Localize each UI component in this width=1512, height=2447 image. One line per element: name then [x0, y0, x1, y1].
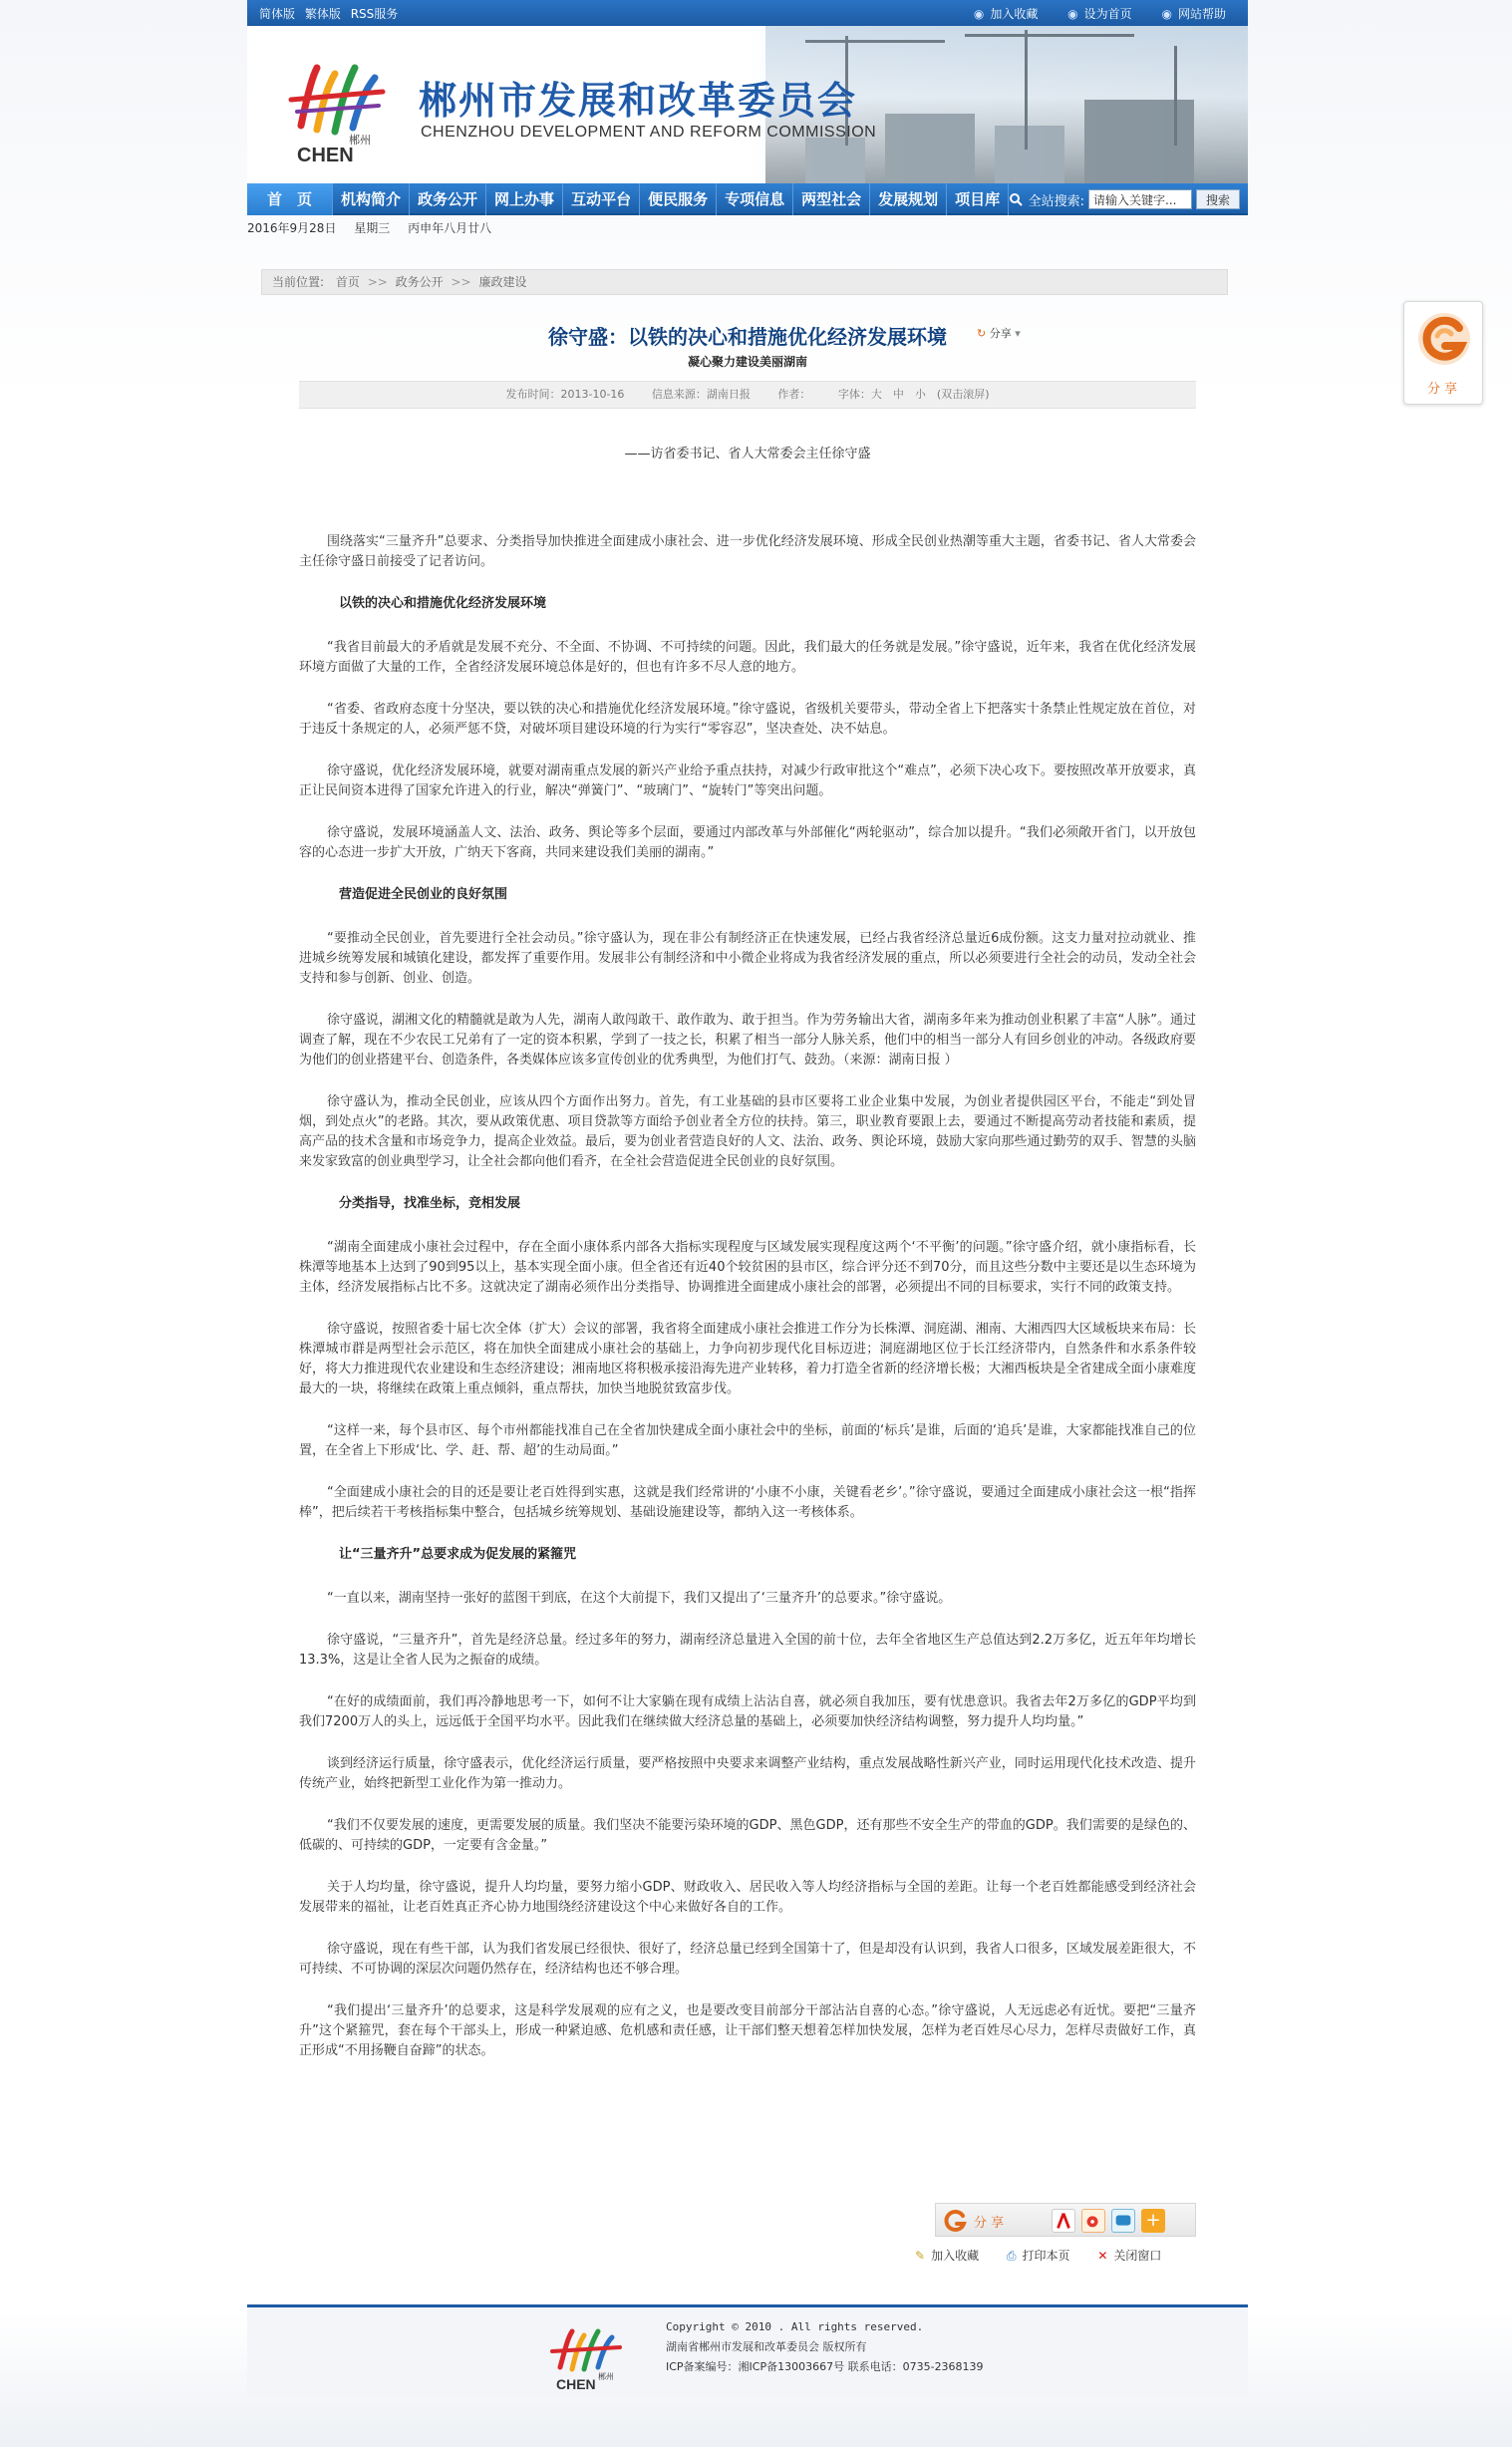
close-icon: ✕	[1097, 2249, 1108, 2263]
chen-logo	[283, 48, 393, 165]
article-paragraph: “我省目前最大的矛盾就是发展不充分、不全面、不协调、不可持续的问题。因此，我们最大的任务就是发展。”徐守盛说，近年来，我省在优化经济发展环境方面做了大量的工作，全省经济发展环境总体是好的，但也有许多不尽人意的地方。	[299, 640, 1196, 675]
print-icon: ⎙	[1006, 2249, 1017, 2263]
breadcrumb-integrity[interactable]: 廉政建设	[478, 275, 527, 289]
share-label: 分 享	[974, 2216, 1005, 2231]
article-paragraph: 徐守盛说，现在有些干部，认为我们省发展已经很快、很好了，经济总量已经到全国第十了，但是却没有认识到，我省人口很多，区域发展差距很大，不可持续、不可协调的深层次问题仍然存在，经济结构也还不够合理。	[299, 1942, 1196, 1977]
link-set-homepage-label: 设为首页	[1083, 7, 1132, 21]
nav-special-info[interactable]: 专项信息	[717, 183, 793, 215]
crane-shape	[965, 34, 1134, 37]
meta-author: 作者：	[777, 388, 811, 401]
meta-font-size[interactable]: 字体：大 中 小 (双击滚屏)	[837, 388, 990, 401]
footer-owner: 湖南省郴州市发展和改革委员会 版权所有	[666, 2340, 867, 2353]
article-meta	[299, 381, 1196, 409]
search-input[interactable]	[1088, 189, 1192, 209]
action-close[interactable]	[1097, 2249, 1161, 2263]
article-paragraph: 徐守盛认为，推动全民创业，应该从四个方面作出努力。首先，有工业基础的县市区要将工业企业集中发展，为创业者提供园区平台，不能走“到处冒烟，到处点火”的老路。其次，要从政策优惠、项目贷款等方面给予创业者全方位的扶持。第三，职业教育要跟上去，要通过不断提高劳动者技能和素质，提高产品的技术含量和市场竞争力，提高企业效益。最后，要为创业者营造良好的人文、法治、政务、舆论环境，鼓励大家向那些通过勤劳的双手、智慧的头脑来发家致富的创业典型学习，让全社会都向他们看齐，在全社会营造促进全民创业的良好氛围。	[299, 1094, 1196, 1169]
floating-share-widget[interactable]	[1403, 301, 1483, 405]
section-heading: 营造促进全民创业的良好氛围	[339, 887, 508, 902]
share-logo-icon	[1415, 310, 1473, 368]
link-traditional[interactable]: 繁体版	[304, 7, 341, 21]
home-icon: ◉	[1067, 7, 1078, 21]
article-paragraph: 徐守盛说，按照省委十届七次全体（扩大）会议的部署，我省将全面建成小康社会推进工作分为长株潭、洞庭湖、湘南、大湘西四大区域板块来布局：长株潭城市群是两型社会示范区，将在加快全面建成小康社会的基础上，力争向初步现代化目标迈进；洞庭湖地区位于长江经济带内，自然条件和水系条件较好，将大力推进现代农业建设和生态经济建设；湘南地区将积极承接沿海先进产业转移，着力打造全省新的经济增长极；大湘西板块是全省建成全面小康难度最大的一块，将继续在政策上重点倾斜，重点帮扶，加快当地脱贫致富步伐。	[299, 1322, 1196, 1396]
share-mini-label: 分享	[989, 327, 1012, 340]
breadcrumb	[261, 269, 1228, 295]
article-paragraph: 徐守盛说，“三量齐升”，首先是经济总量。经过多年的努力，湖南经济总量进入全国的前十位，去年全省地区生产总值达到2.2万多亿，近五年年均增长13.3%，这是让全省人民为之振奋的成绩。	[299, 1633, 1196, 1668]
top-links-left	[259, 5, 404, 22]
footer-copyright: Copyright © 2010 . All rights reserved.	[666, 2320, 924, 2333]
lunar-date: 丙申年八月廿八	[408, 221, 492, 235]
article-paragraph: 关于人均均量，徐守盛说，提升人均均量，要努力缩小GDP、财政收入、居民收入等人均经济指标与全国的差距。让每一个老百姓都能感受到经济社会发展带来的福祉，让老百姓真正齐心协力地围绕经济建设这个中心来做好各自的工作。	[299, 1880, 1196, 1915]
date-bar	[247, 217, 1248, 239]
article-paragraph: 谈到经济运行质量，徐守盛表示，优化经济运行质量，要严格按照中央要求来调整产业结构，重点发展战略性新兴产业，同时运用现代化技术改造、提升传统产业，始终把新型工业化作为第一推动力。	[299, 1756, 1196, 1791]
section-heading: 让“三量齐升”总要求成为促发展的紧箍咒	[339, 1547, 577, 1562]
footer-logo	[546, 2321, 636, 2391]
action-print[interactable]	[1007, 2249, 1070, 2263]
article-title: 徐守盛：以铁的决心和措施优化经济发展环境	[548, 325, 947, 349]
favorite-icon: ✎	[915, 2249, 926, 2263]
article-paragraph: “要推动全民创业，首先要进行全社会动员。”徐守盛认为，现在非公有制经济正在快速发展，已经占我省经济总量近6成份额。这支力量对拉动就业、推进城乡统筹发展和城镇化建设，都发挥了重要作用。发展非公有制经济和中小微企业将成为我省经济发展的重点，所以必须要进行全社会的动员，发动全社会支持和参与创新、创业、创造。	[299, 931, 1196, 986]
floating-share-label: 分享	[1426, 382, 1461, 397]
breadcrumb-label: 当前位置:	[272, 275, 325, 289]
share-mini[interactable]	[977, 325, 1021, 341]
current-weekday: 星期三	[354, 221, 391, 235]
nav-planning[interactable]: 发展规划	[870, 183, 947, 215]
top-links-right	[948, 5, 1226, 22]
article-paragraph: “我们不仅要发展的速度，更需要发展的质量。我们坚决不能要污染环境的GDP、黑色GDP，还有那些不安全生产的带血的GDP。我们需要的是绿色的、低碳的、可持续的GDP，一定要有含金量。”	[299, 1818, 1196, 1853]
article-paragraph: 徐守盛说，发展环境涵盖人文、法治、政务、舆论等多个层面，要通过内部改革与外部催化“两轮驱动”，综合加以提升。“我们必须敞开省门，以开放包容的心态进一步扩大开放，广纳天下客商，共同来建设我们美丽的湖南。”	[299, 825, 1196, 860]
article-paragraph: 徐守盛说，湖湘文化的精髓就是敢为人先，湖南人敢闯敢干、敢作敢为、敢于担当。作为劳务输出大省，湖南多年来为推动创业积累了丰富“人脉”。通过调查了解，现在不少农民工兄弟有了一定的资本积累，学到了一技之长，积累了相当一部分人脉关系，他们中的相当一部分人有回乡创业的冲动。各级政府要为他们的创业搭建平台、创造条件，各类媒体应该多宣传创业的优秀典型，为他们打气、鼓劲。（来源：湖南日报 ）	[299, 1013, 1196, 1068]
breadcrumb-home[interactable]: 首页	[335, 275, 360, 289]
nav-project-library[interactable]: 项目库	[947, 183, 1009, 215]
share-qzone-icon[interactable]	[1111, 2209, 1135, 2233]
crane-shape	[805, 40, 945, 43]
share-logo-icon[interactable]	[944, 2209, 968, 2233]
action-print-label: 打印本页	[1022, 2249, 1070, 2263]
action-add-favorite[interactable]	[915, 2249, 979, 2263]
meta-source: 信息来源：湖南日报	[651, 388, 751, 401]
nav-online-service[interactable]: 网上办事	[486, 183, 563, 215]
meta-published: 发布时间：2013-10-16	[505, 388, 625, 401]
nav-list	[247, 183, 1009, 215]
crane-shape	[1174, 46, 1177, 146]
link-help[interactable]	[1162, 7, 1227, 21]
link-add-favorite-label: 加入收藏	[990, 7, 1039, 21]
current-date: 2016年9月28日	[247, 221, 337, 235]
breadcrumb-sep: >>	[451, 275, 471, 289]
section-heading: 以铁的决心和措施优化经济发展环境	[339, 596, 547, 611]
article-paragraph: “我们提出‘三量齐升’的总要求，这是科学发展观的应有之义，也是要改变目前部分干部沾沾自喜的心态。”徐守盛说，人无远虑必有近忧。要把“三量齐升”这个紧箍咒，套在每个干部头上，形成一种紧迫感、危机感和责任感，让干部们整天想着怎样加快发展，怎样为老百姓尽心尽力，怎样尽责做好工作，真正形成“不用扬鞭自奋蹄”的状态。	[299, 2003, 1196, 2058]
nav-home[interactable]: 首 页	[247, 183, 333, 215]
header-banner	[247, 26, 1248, 183]
share-mini-icon: ↻	[977, 327, 987, 340]
top-bar	[247, 0, 1248, 26]
favorite-icon: ◉	[973, 7, 985, 21]
logo-text: CHEN	[297, 145, 354, 165]
search-icon	[1009, 192, 1023, 206]
article-subtitle: 凝心聚力建设美丽湖南	[687, 355, 807, 369]
footer-text	[666, 2317, 984, 2377]
site-search	[1009, 188, 1240, 210]
nav-gov-affairs[interactable]: 政务公开	[410, 183, 486, 215]
site-subtitle: CHENZHOU DEVELOPMENT AND REFORM COMMISSION	[421, 124, 877, 141]
action-add-favorite-label: 加入收藏	[931, 2249, 980, 2263]
article-paragraph: “这样一来，每个县市区、每个市州都能找准自己在全省加快建成全面小康社会中的坐标，前面的‘标兵’是谁，后面的‘追兵’是谁，大家都能找准自己的位置，在全省上下形成‘比、学、赶、帮、超’的生动局面。”	[299, 1423, 1196, 1458]
article-paragraph: “湖南全面建成小康社会过程中，存在全面小康体系内部各大指标实现程度与区域发展实现程度这两个‘不平衡’的问题。”徐守盛介绍，就小康指标看，长株潭等地基本上达到了90到95以上，基本实现全面小康。但全省还有近40个较贫困的县市区，综合评分还不到70分，而且这些分数中主要还是以生态环境为主体，经济发展指标占比不多。这就决定了湖南必须作出分类指导、协调推进全面建成小康社会的部署，必须提出不同的目标要求，实行不同的政策支持。	[299, 1240, 1196, 1295]
article-paragraph: “一直以来，湖南坚持一张好的蓝图干到底，在这个大前提下，我们又提出了‘三量齐升’的总要求。”徐守盛说。	[327, 1591, 952, 1606]
page-actions	[915, 2247, 1185, 2264]
building-shape	[1084, 100, 1194, 183]
share-weibo-icon[interactable]	[1081, 2209, 1105, 2233]
nav-interaction[interactable]: 互动平台	[563, 183, 640, 215]
nav-two-type-society[interactable]: 两型社会	[793, 183, 870, 215]
main-nav	[247, 183, 1248, 215]
footer	[247, 2304, 1248, 2396]
article-paragraph: “全面建成小康社会的目的还是要让老百姓得到实惠，这就是我们经常讲的‘小康不小康，关键看老乡’。”徐守盛说，要通过全面建成小康社会这一根“指挥棒”，把后续若干考核指标集中整合，包括城乡统筹规划、基础设施建设等，都纳入这一考核体系。	[299, 1485, 1196, 1520]
article-paragraph: “在好的成绩面前，我们再冷静地思考一下，如何不让大家躺在现有成绩上沾沾自喜，就必须自我加压，要有忧患意识。我省去年2万多亿的GDP平均到我们7200万人的头上，远远低于全国平均水平。因此我们在继续做大经济总量的基础上，必须要加快经济结构调整，努力提升人均均量。”	[299, 1694, 1196, 1729]
article-paragraph: “省委、省政府态度十分坚决，要以铁的决心和措施优化经济发展环境。”徐守盛说，省级机关要带头，带动全省上下把落实十条禁止性规定放在首位，对于违反十条规定的人，必须严惩不贷，对破坏项目建设环境的行为实行“零容忍”，坚决查处、决不姑息。	[299, 702, 1196, 737]
article-paragraph: 围绕落实“三量齐升”总要求、分类指导加快推进全面建成小康社会、进一步优化经济发展环境、形成全民创业热潮等重大主题，省委书记、省人大常委会主任徐守盛日前接受了记者访问。	[299, 534, 1196, 569]
link-set-homepage[interactable]	[1067, 7, 1132, 21]
section-heading: 分类指导，找准坐标，竞相发展	[339, 1196, 521, 1211]
footer-logo-text: CHEN	[556, 2376, 596, 2391]
chevron-down-icon: ▾	[1015, 327, 1021, 340]
share-renren-icon[interactable]	[1052, 2209, 1075, 2233]
building-shape	[995, 126, 1064, 183]
link-add-favorite[interactable]	[974, 7, 1039, 21]
article-body	[299, 445, 1196, 2083]
footer-icp: ICP备案编号：湘ICP备13003667号 联系电话：0735-2368139	[666, 2360, 984, 2373]
article-paragraph: 徐守盛说，优化经济发展环境，就要对湖南重点发展的新兴产业给予重点扶持，对减少行政审批这个“难点”，必须下决心攻下。要按照改革开放要求，真正让民间资本进得了国家允许进入的行业，解决“弹簧门”、“玻璃门”、“旋转门”等突出问题。	[299, 764, 1196, 798]
nav-public-service[interactable]: 便民服务	[640, 183, 717, 215]
crane-shape	[1025, 30, 1028, 150]
building-shape	[805, 138, 865, 183]
help-icon: ◉	[1161, 7, 1172, 21]
breadcrumb-gov-affairs[interactable]: 政务公开	[395, 275, 444, 289]
search-button[interactable]: 搜索	[1196, 189, 1240, 209]
link-rss[interactable]: RSS服务	[350, 7, 399, 21]
action-close-label: 关闭窗口	[1113, 2249, 1162, 2263]
site-title: 郴州市发展和改革委员会	[419, 78, 858, 123]
logo-small-cn: 郴州	[349, 134, 371, 147]
link-simplified[interactable]: 简体版	[259, 7, 296, 21]
building-shape	[885, 114, 975, 183]
footer-logo-small-cn: 郴州	[598, 2372, 614, 2381]
link-help-label: 网站帮助	[1177, 7, 1226, 21]
breadcrumb-sep: >>	[367, 275, 388, 289]
share-bar	[935, 2203, 1196, 2237]
search-label: 全站搜索:	[1028, 193, 1084, 209]
nav-about[interactable]: 机构简介	[333, 183, 410, 215]
article-lead: ——访省委书记、省人大常委会主任徐守盛	[624, 447, 871, 461]
share-more-icon[interactable]: +	[1141, 2209, 1165, 2233]
